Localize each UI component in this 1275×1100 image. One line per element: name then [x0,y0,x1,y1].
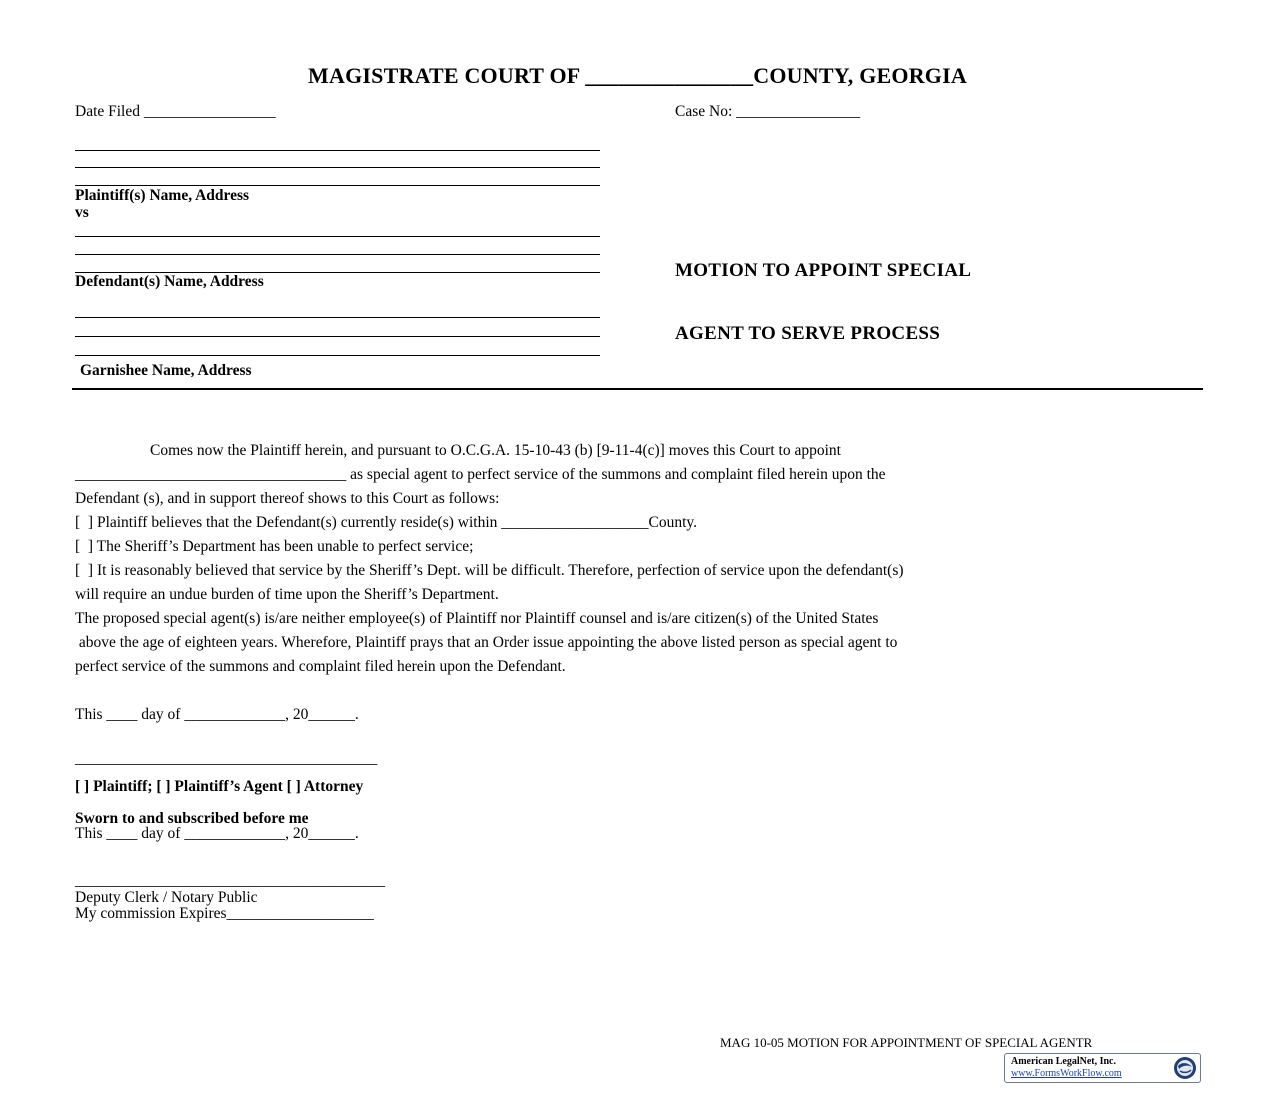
garnishee-line-1[interactable] [75,317,600,318]
plaintiff-label: Plaintiff(s) Name, Address [75,187,250,204]
sworn-statement: Sworn to and subscribed before me [75,810,309,827]
clerk-label: Deputy Clerk / Notary Public [75,889,258,906]
logo-company-name: American LegalNet, Inc. [1011,1056,1116,1067]
motion-title-line-1: MOTION TO APPOINT SPECIAL [675,260,972,281]
commission-expires-field[interactable]: My commission Expires___________________ [75,905,374,922]
signature-line[interactable]: _______________________________________ [75,750,378,767]
garnishee-line-2[interactable] [75,336,600,337]
court-title: MAGISTRATE COURT OF _______________COUNTY, GEORGIA [308,63,967,88]
header-divider [72,388,1203,390]
date-line[interactable]: This ____ day of _____________, 20______. [75,706,359,723]
versus-label: vs [75,204,89,221]
legalnet-logo[interactable] [1004,1053,1201,1083]
body-line-7: will require an undue burden of time upon the Sheriff’s Department. [75,586,499,603]
signer-role-options[interactable]: [ ] Plaintiff; [ ] Plaintiff’s Agent [ ] Attorney [75,778,364,795]
motion-title-line-2: AGENT TO SERVE PROCESS [675,323,941,344]
body-line-9: above the age of eighteen years. Wherefore, Plaintiff prays that an Order issue appointing the above listed person as special agent to [75,634,898,651]
sworn-date-line[interactable]: This ____ day of _____________, 20______. [75,825,359,842]
defendant-line-2[interactable] [75,254,600,255]
plaintiff-line-2[interactable] [75,167,600,168]
date-filed-field[interactable]: Date Filed _________________ [75,103,276,120]
body-line-2: ___________________________________ as special agent to perfect service of the summons and complaint filed herein upon the [75,466,886,483]
clerk-signature-line[interactable]: ________________________________________ [75,872,385,889]
case-number-field[interactable]: Case No: ________________ [675,103,861,120]
garnishee-line-3[interactable] [75,355,600,356]
body-line-1: Comes now the Plaintiff herein, and pursuant to O.C.G.A. 15-10-43 (b) [9-11-4(c)] moves this Court to appoint [150,442,841,459]
garnishee-label: Garnishee Name, Address [80,362,252,379]
motion-title [675,218,971,365]
body-line-8: The proposed special agent(s) is/are neither employee(s) of Plaintiff nor Plaintiff counsel and is/are citizen(s) of the United States [75,610,879,627]
defendant-line-1[interactable] [75,236,600,237]
defendant-label: Defendant(s) Name, Address [75,273,264,290]
body-line-3: Defendant (s), and in support thereof shows to this Court as follows: [75,490,500,507]
plaintiff-line-3[interactable] [75,185,600,186]
checkbox-sheriff-unable-item[interactable]: [ ] The Sheriff’s Department has been unable to perfect service; [75,538,474,555]
form-code: MAG 10-05 MOTION FOR APPOINTMENT OF SPECIAL AGENTR [720,1035,1093,1050]
plaintiff-line-1[interactable] [75,150,600,151]
logo-url-link[interactable]: www.FormsWorkFlow.com [1011,1068,1122,1079]
globe-icon [1173,1056,1197,1080]
checkbox-service-difficult-item[interactable]: [ ] It is reasonably believed that service by the Sheriff’s Dept. will be difficult. Therefore, perfection of service upon the defendant(s) [75,562,904,579]
body-line-10: perfect service of the summons and complaint filed herein upon the Defendant. [75,658,566,675]
checkbox-reside-item[interactable]: [ ] Plaintiff believes that the Defendant(s) currently reside(s) within ___________________County. [75,514,698,531]
